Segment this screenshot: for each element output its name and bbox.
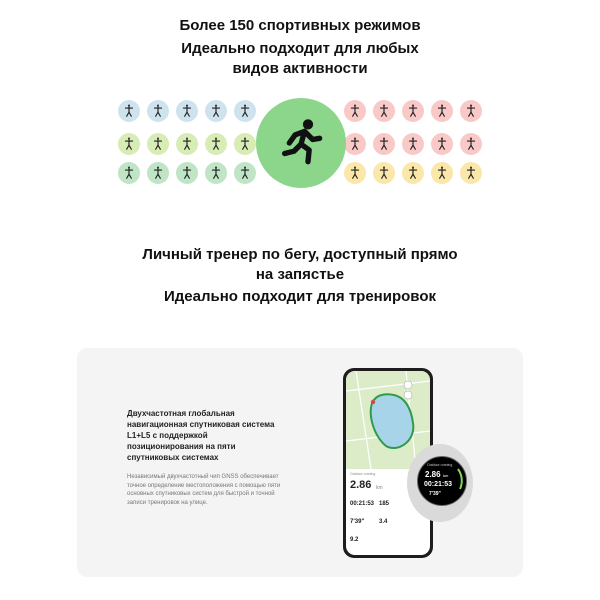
badminton-icon — [205, 133, 227, 155]
sit-ups-icon — [460, 162, 482, 184]
cycling-icon — [205, 162, 227, 184]
taekwondo-icon — [460, 133, 482, 155]
yoga-icon — [234, 100, 256, 122]
watch-mode: Outdoor running — [427, 463, 453, 467]
basketball-icon — [147, 133, 169, 155]
phone-time: 00:21:53 — [350, 501, 375, 507]
boxing-icon — [373, 133, 395, 155]
gymnastics-icon — [402, 100, 424, 122]
watch-distance-unit: km — [443, 473, 449, 478]
gnss-card-description: Независимый двухчастотный чип GNSS обеспечивает точное определение местоположения с помощью пяти основных спутниковых систем для быстрой и точной записи тренировок на улице. — [127, 474, 281, 506]
tennis-icon — [234, 133, 256, 155]
rowing-icon — [205, 100, 227, 122]
headline-line2: Идеально подходит для любых — [181, 40, 419, 57]
watch-time: 00:21:53 — [424, 481, 453, 488]
watch-pace: 7'39" — [429, 491, 441, 497]
headline-line1: Более 150 спортивных режимов — [179, 17, 421, 34]
yoga-icon — [431, 133, 453, 155]
running-icon-featured — [256, 98, 346, 188]
coach-line2: на запястье — [255, 266, 345, 283]
climbing-icon — [176, 162, 198, 184]
ballet-icon — [373, 100, 395, 122]
gnss-card — [77, 348, 523, 577]
stretching-icon — [431, 100, 453, 122]
watch-progress-ring-icon — [418, 457, 466, 505]
skiing-icon — [147, 100, 169, 122]
hockey-icon — [176, 133, 198, 155]
coach-line3: Идеально подходит для тренировок — [164, 288, 436, 305]
swimming-icon — [176, 100, 198, 122]
running-figure-icon — [273, 115, 329, 171]
headline-line3: видов активности — [232, 60, 368, 77]
walking-icon — [118, 162, 140, 184]
phone-stat-b: 7'39" — [350, 519, 365, 525]
rowing-machine-icon — [373, 162, 395, 184]
fitness-icon — [118, 100, 140, 122]
phone-distance-unit: km — [376, 485, 383, 491]
gymnastics-icon — [344, 133, 366, 155]
martial-arts-icon — [460, 100, 482, 122]
jump-rope-icon — [402, 133, 424, 155]
watch-face — [417, 456, 467, 506]
phone-workout-label: Outdoor running — [350, 472, 376, 476]
coach-line1: Личный тренер по бегу, доступный прямо — [142, 246, 458, 263]
gnss-card-title: Двухчастотная глобальная навигационная спутниковая система L1+L5 с поддержкой позиционирования на пяти спутниковых системах — [127, 409, 275, 462]
weightlifting-icon — [402, 162, 424, 184]
phone-stat-d: 9.2 — [350, 537, 359, 543]
climbing-icon — [431, 162, 453, 184]
phone-stat-a: 185 — [379, 501, 390, 507]
dance-icon — [344, 100, 366, 122]
surfing-icon — [147, 162, 169, 184]
phone-distance: 2.86 — [350, 479, 372, 491]
phone-stat-c: 3.4 — [379, 519, 388, 525]
pilates-icon — [344, 162, 366, 184]
volleyball-icon — [118, 133, 140, 155]
diving-icon — [234, 162, 256, 184]
watch-distance: 2.86 — [425, 470, 441, 479]
